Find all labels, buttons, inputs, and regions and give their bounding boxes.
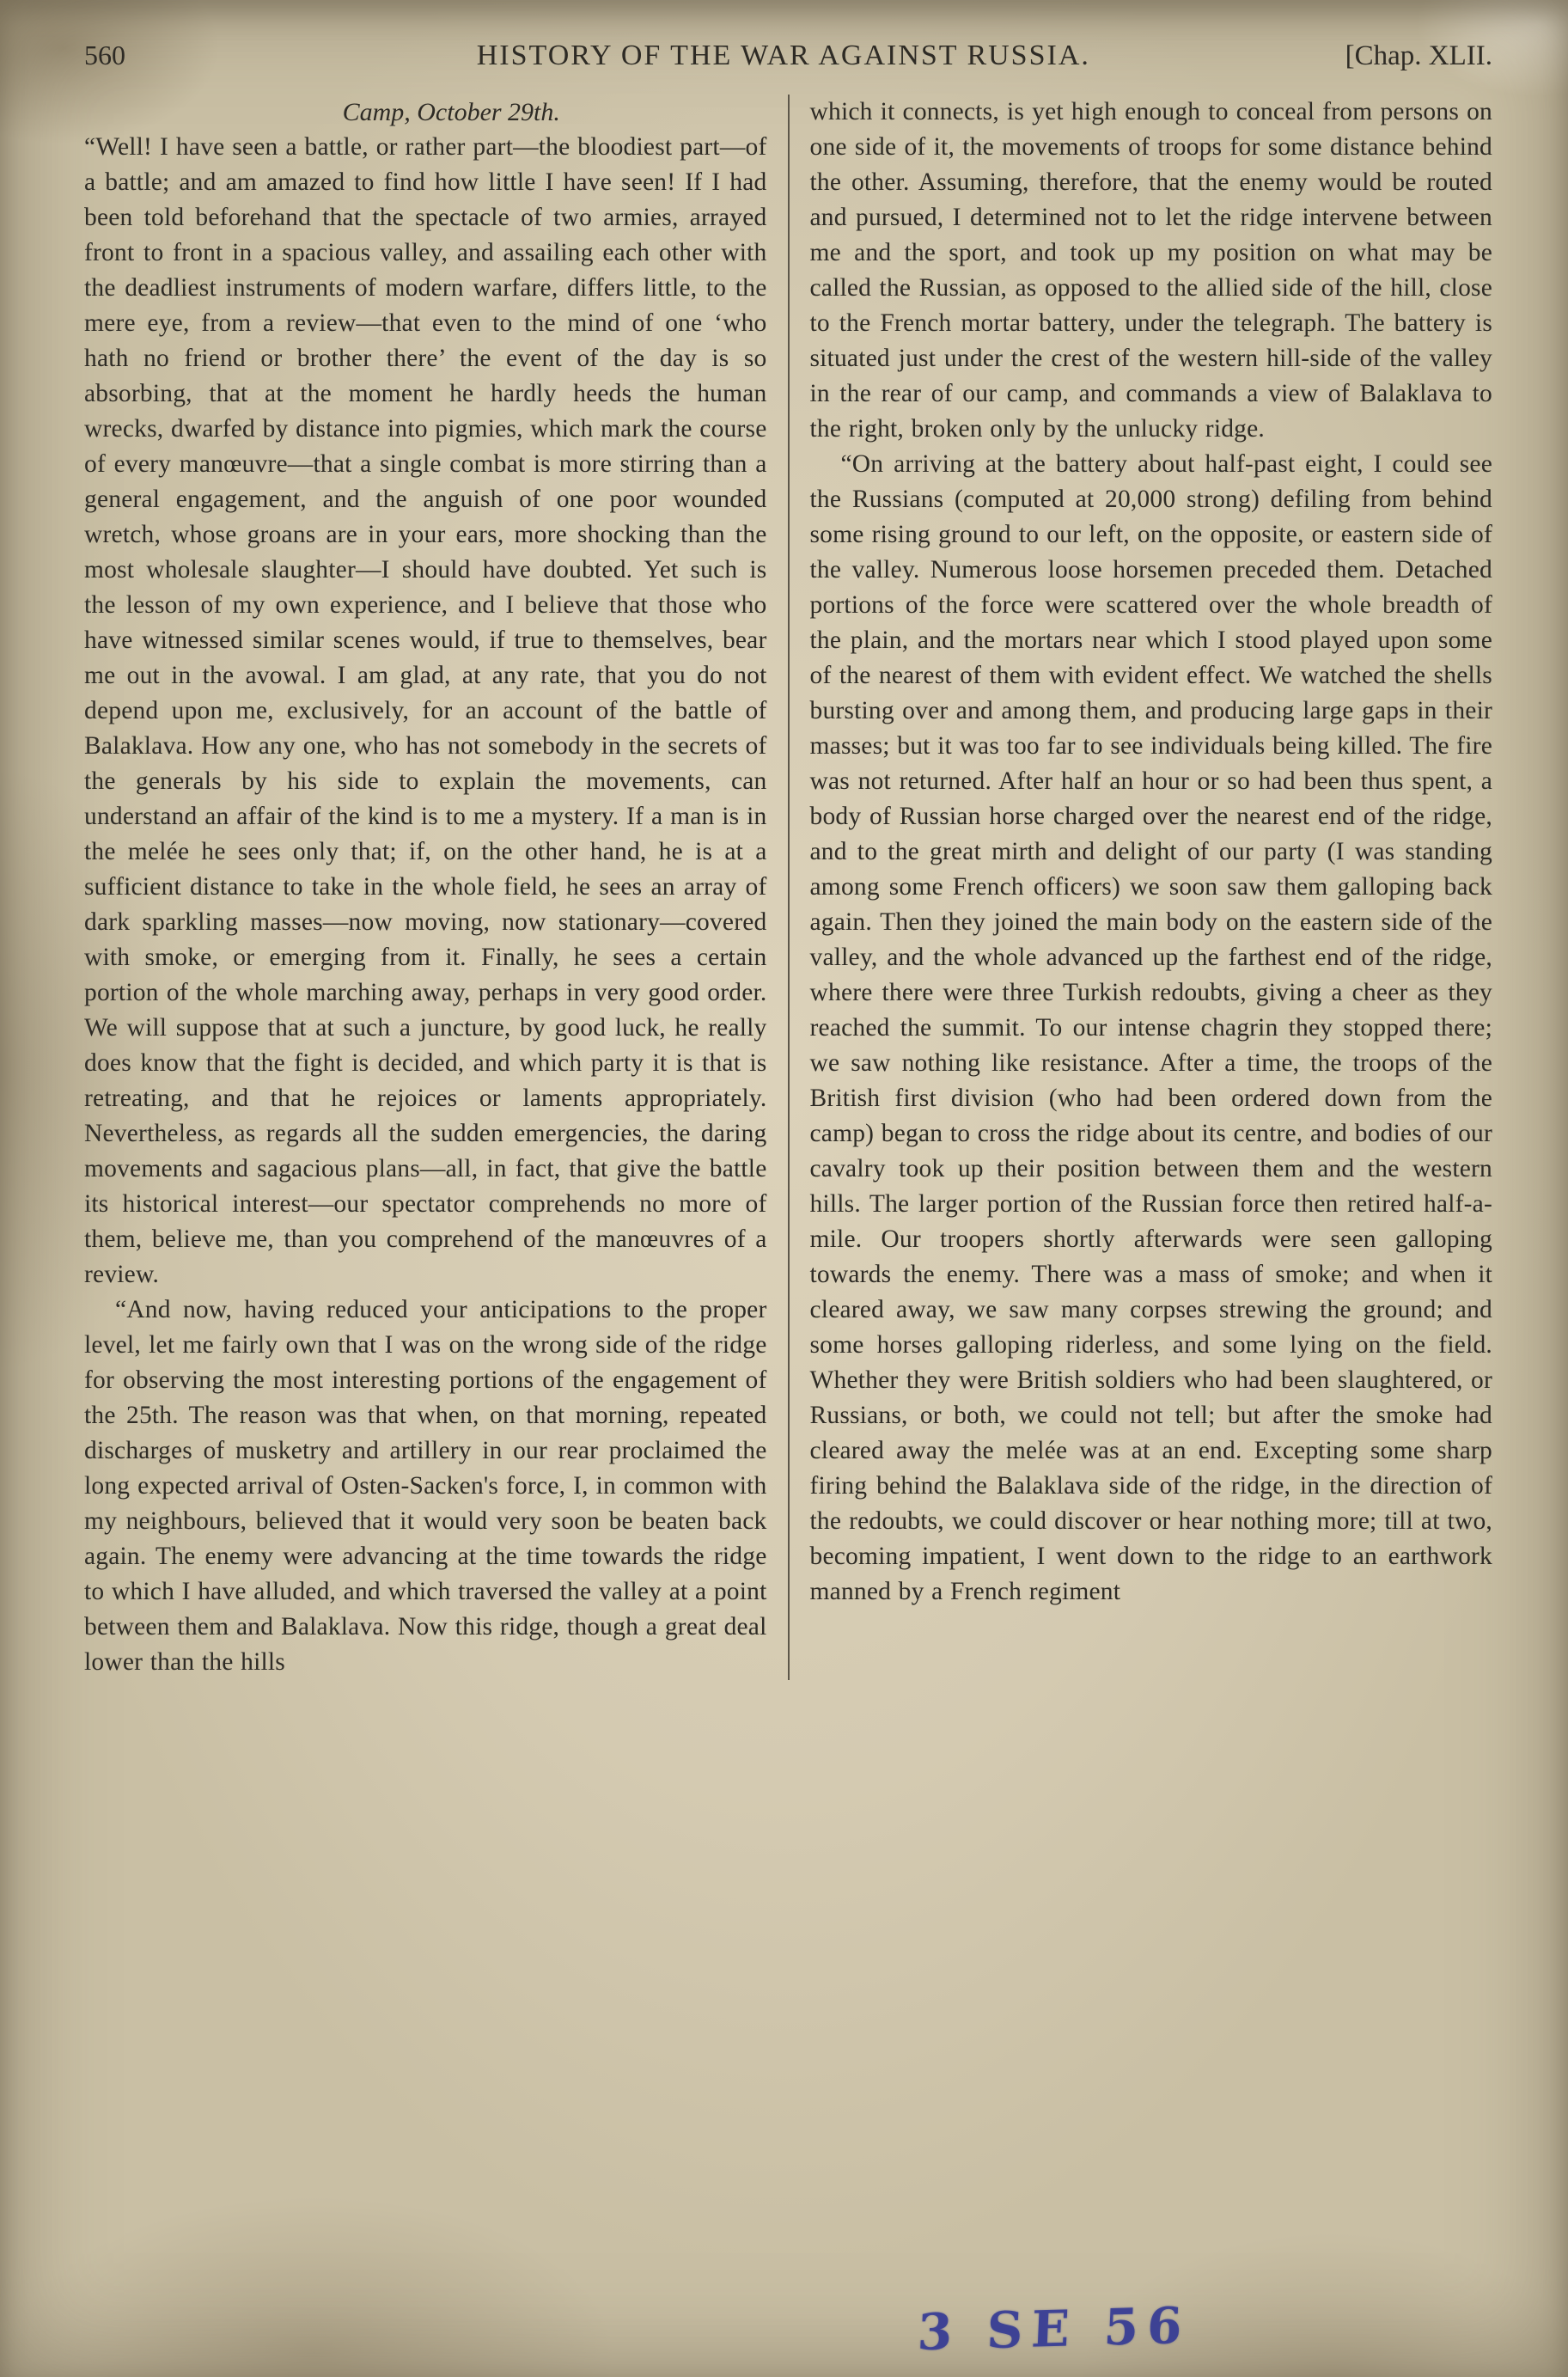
left-column <box>84 95 767 1680</box>
page-title: HISTORY OF THE WAR AGAINST RUSSIA. <box>476 40 1090 71</box>
paragraph-left-1: “Well! I have seen a battle, or rather part—the bloodiest part—of a battle; and am amazed to find how little I have seen! If I had been told beforehand that the spectacle of two armies, arrayed front to front in a spacious valley, and assailing each other with the deadliest instruments of modern warfare, differs little, to the mere eye, from a review—that even to the mind of one ‘who hath no friend or brother there’ the event of the day is so absorbing, that at the moment he hardly heeds the human wrecks, dwarfed by distance into pigmies, which mark the course of every manœuvre—that a single combat is more stirring than a general engagement, and the anguish of one poor wounded wretch, whose groans are in your ears, more shocking than the most wholesale slaughter—I should have doubted. Yet such is the lesson of my own experience, and I believe that those who have witnessed similar scenes would, if true to themselves, bear me out in the avowal. I am glad, at any rate, that you do not depend upon me, exclusively, for an account of the battle of Balaklava. How any one, who has not somebody in the secrets of the generals by his side to explain the movements, can understand an affair of the kind is to me a mystery. If a man is in the melée he sees only that; if, on the other hand, he is at a sufficient distance to take in the whole field, he sees an array of dark sparkling masses—now moving, now stationary—covered with smoke, or emerging from it. Finally, he sees a certain portion of the whole marching away, perhaps in very good order. We will suppose that at such a juncture, by good luck, he really does know that the fight is decided, and which party it is that is retreating, and that he rejoices or laments appropriately. Nevertheless, as regards all the sudden emergencies, the daring movements and sagacious plans—all, in fact, that give the battle its historical interest—our spectator comprehends no more of them, believe me, than you comprehend of the manœuvres of a review. <box>84 133 767 1288</box>
dateline: Camp, October 29th. <box>342 98 560 126</box>
page-number: 560 <box>84 40 125 70</box>
paragraph-right-1: which it connects, is yet high enough to conceal from persons on one side of it, the movements of troops for some distance behind the other. Assuming, therefore, that the enemy would be routed and pursued, I determined not to let the ridge intervene between me and the sport, and took up my position on what may be called the Russian, as opposed to the allied side of the hill, close to the French mortar battery, under the telegraph. The battery is situated just under the crest of the western hill-side of the valley in the rear of our camp, and commands a view of Balaklava to the right, broken only by the unlucky ridge. <box>809 98 1492 443</box>
library-date-stamp: 3 SE 56 <box>916 2295 1192 2362</box>
right-column <box>810 95 1493 1680</box>
text-columns <box>84 95 1492 1680</box>
page-header <box>84 40 1492 72</box>
chapter-label: [Chap. XLII. <box>1345 40 1492 71</box>
paragraph-left-2: “And now, having reduced your anticipations to the proper level, let me fairly own that I was on the wrong side of the ridge for observing the most interesting portions of the engagement of the 25th. The reason was that when, on that morning, repeated discharges of musketry and artillery in our rear proclaimed the long expected arrival of Osten-Sacken's force, I, in common with my neighbours, believed that it would very soon be beaten back again. The enemy were advancing at the time towards the ridge to which I have alluded, and which traversed the valley at a point between them and Balaklava. Now this ridge, though a great deal lower than the hills <box>84 1296 767 1676</box>
paragraph-right-2: “On arriving at the battery about half-past eight, I could see the Russians (computed at 20,000 strong) defiling from behind some rising ground to our left, on the opposite, or eastern side of the valley. Numerous loose horsemen preceded them. Detached portions of the force were scattered over the whole breadth of the plain, and the mortars near which I stood played upon some of the nearest of them with evident effect. We watched the shells bursting over and among them, and producing large gaps in their masses; but it was too far to see individuals being killed. The fire was not returned. After half an hour or so had been thus spent, a body of Russian horse charged over the nearest end of the ridge, and to the great mirth and delight of our party (I was standing among some French officers) we soon saw them galloping back again. Then they joined the main body on the eastern side of the valley, and the whole advanced up the farthest end of the ridge, where there were three Turkish redoubts, giving a cheer as they reached the summit. To our intense chagrin they stopped there; we saw nothing like resistance. After a time, the troops of the British first division (who had been ordered down from the camp) began to cross the ridge about its centre, and bodies of our cavalry took up their position between them and the western hills. The larger portion of the Russian force then retired half-a-mile. Our troopers shortly afterwards were seen galloping towards the enemy. There was a mass of smoke; and when it cleared away, we saw many corpses strewing the ground; and some horses galloping riderless, and some lying on the field. Whether they were British soldiers who had been slaughtered, or Russians, or both, we could not tell; but after the smoke had cleared away the melée was at an end. Excepting some sharp firing behind the Balaklava side of the ridge, in the direction of the redoubts, we could discover or hear nothing more; till at two, becoming impatient, I went down to the ridge to an earthwork manned by a French regiment <box>809 450 1492 1605</box>
column-divider-rule <box>788 95 790 1680</box>
